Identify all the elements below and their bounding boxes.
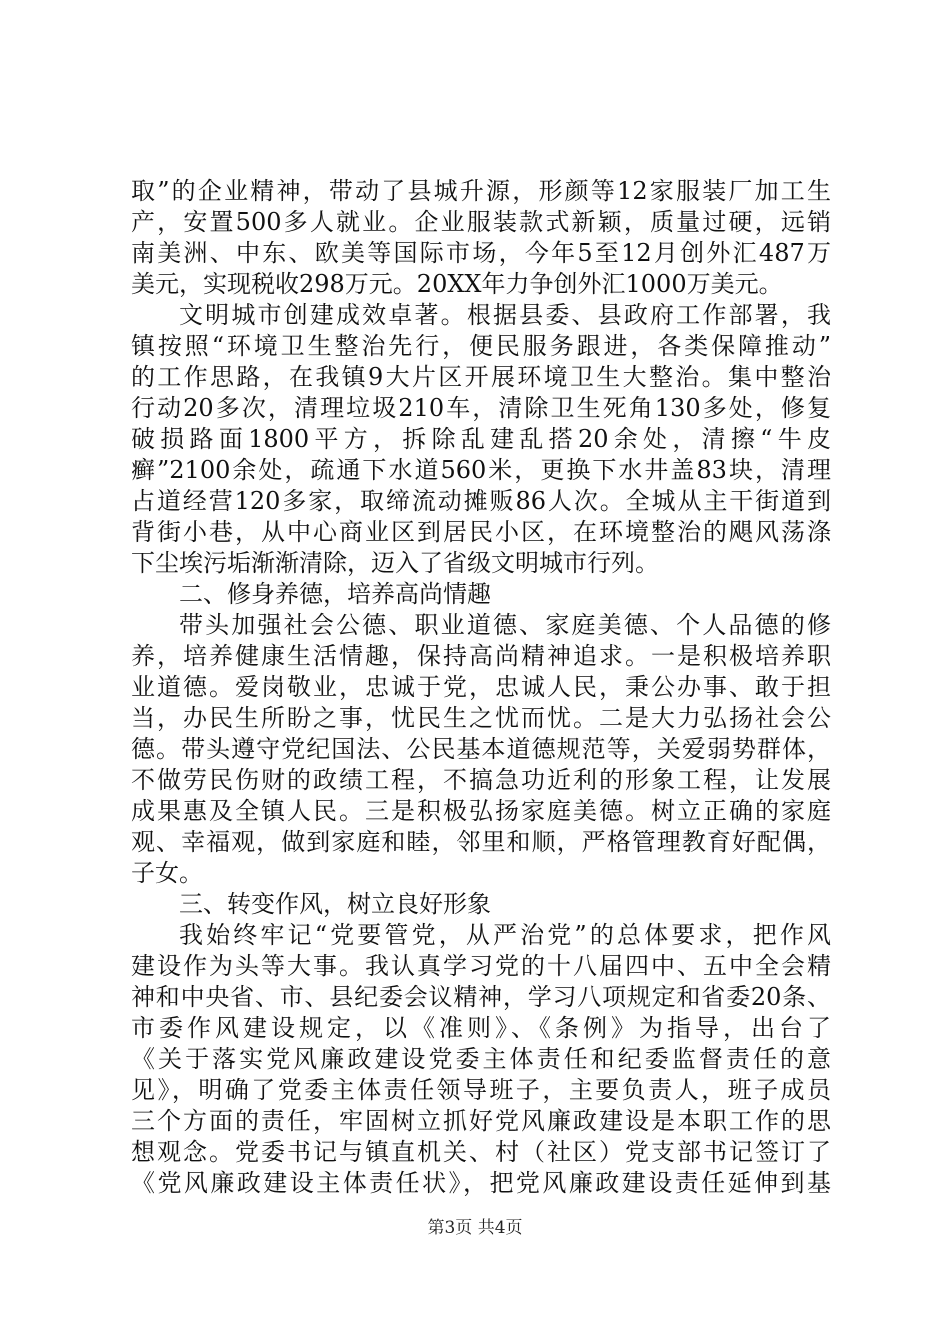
text-line: 三个方面的责任，牢固树立抓好党风廉政建设是本职工作的思 (131, 1107, 831, 1135)
text-line: 占道经营120多家，取缔流动摊贩86人次。全城从主干街道到 (131, 487, 831, 515)
text-line: 神和中央省、市、县纪委会议精神，学习八项规定和省委20条、 (131, 983, 831, 1011)
text-line: 子女。 (131, 859, 203, 887)
text-line: 见》，明确了党委主体责任领导班子，主要负责人，班子成员 (131, 1076, 831, 1104)
text-line: 当，办民生所盼之事，忧民生之忧而忧。二是大力弘扬社会公 (131, 704, 831, 732)
text-line: 德。带头遵守党纪国法、公民基本道德规范等，关爱弱势群体， (131, 735, 831, 763)
text-line: 破损路面1800平方，拆除乱建乱搭20余处，清擦“牛皮 (131, 425, 831, 453)
text-line: 癣”2100余处，疏通下水道560米，更换下水井盖83块，清理 (131, 456, 831, 484)
text-line: 我始终牢记“党要管党，从严治党”的总体要求，把作风 (179, 921, 831, 949)
text-line: 取”的企业精神，带动了县城升源，形颜等12家服装厂加工生 (131, 177, 831, 205)
text-line: 文明城市创建成效卓著。根据县委、县政府工作部署，我 (179, 301, 831, 329)
text-line: 美元，实现税收298万元。20XX年力争创外汇1000万美元。 (131, 270, 783, 298)
document-body (131, 176, 831, 1199)
text-line: 《关于落实党风廉政建设党委主体责任和纪委监督责任的意 (131, 1045, 831, 1073)
text-line: 不做劳民伤财的政绩工程，不搞急功近利的形象工程，让发展 (131, 766, 831, 794)
text-line: 带头加强社会公德、职业道德、家庭美德、个人品德的修 (179, 611, 831, 639)
text-line: 产，安置500多人就业。企业服装款式新颖，质量过硬，远销 (131, 208, 831, 236)
text-line: 的工作思路，在我镇9大片区开展环境卫生大整治。集中整治 (131, 363, 831, 391)
text-line: 《党风廉政建设主体责任状》，把党风廉政建设责任延伸到基 (131, 1169, 831, 1197)
text-line: 想观念。党委书记与镇直机关、村（社区）党支部书记签订了 (131, 1138, 831, 1166)
text-line: 下尘埃污垢渐渐清除，迈入了省级文明城市行列。 (131, 549, 659, 577)
text-line: 养，培养健康生活情趣，保持高尚精神追求。一是积极培养职 (131, 642, 831, 670)
text-line: 三、转变作风，树立良好形象 (179, 890, 491, 918)
text-line: 背街小巷，从中心商业区到居民小区，在环境整治的飓风荡涤 (131, 518, 831, 546)
text-line: 市委作风建设规定，以《准则》、《条例》为指导，出台了 (131, 1014, 831, 1042)
page-footer: 第3页 共4页 (427, 1218, 523, 1238)
text-line: 观、幸福观，做到家庭和睦，邻里和顺，严格管理教育好配偶， (131, 828, 831, 856)
text-line: 二、修身养德，培养高尚情趣 (179, 580, 491, 608)
text-line: 成果惠及全镇人民。三是积极弘扬家庭美德。树立正确的家庭 (131, 797, 831, 825)
text-line: 建设作为头等大事。我认真学习党的十八届四中、五中全会精 (131, 952, 831, 980)
text-line: 南美洲、中东、欧美等国际市场，今年5至12月创外汇487万 (131, 239, 831, 267)
text-line: 镇按照“环境卫生整治先行，便民服务跟进，各类保障推动” (131, 332, 831, 360)
text-line: 行动20多次，清理垃圾210车，清除卫生死角130多处，修复 (131, 394, 831, 422)
text-line: 业道德。爱岗敬业，忠诚于党，忠诚人民，秉公办事、敢于担 (131, 673, 831, 701)
